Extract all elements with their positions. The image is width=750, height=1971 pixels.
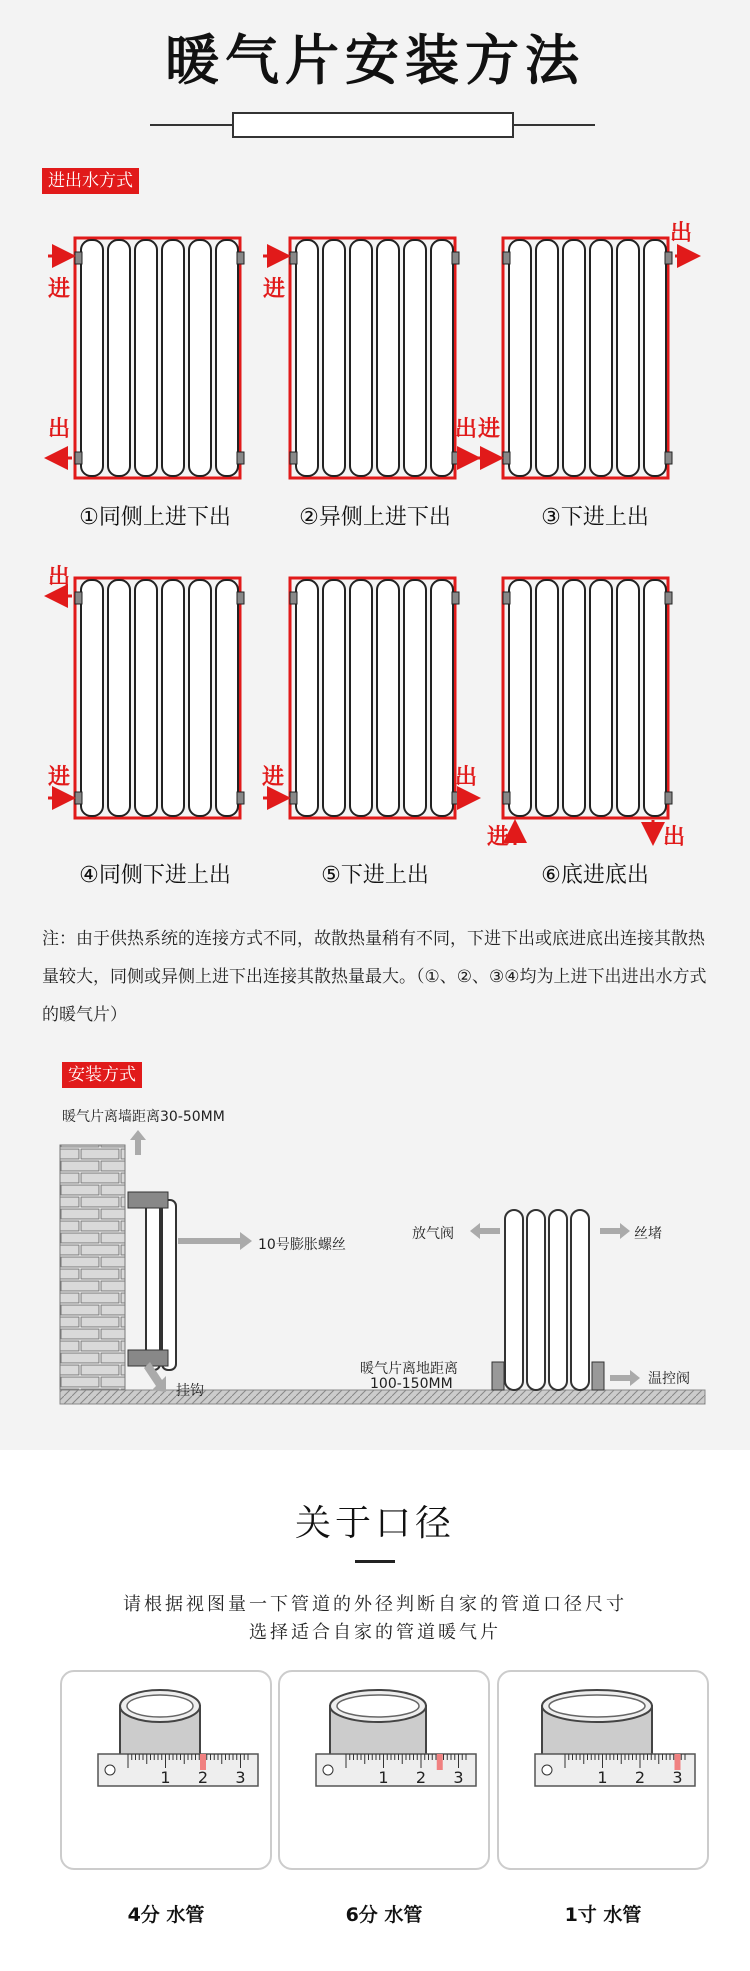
- ruler-hole: [105, 1765, 115, 1775]
- vent-label: 放气阀: [412, 1226, 454, 1242]
- label-out: 出: [670, 221, 693, 246]
- pipe-inner: [549, 1695, 645, 1717]
- ruler-hole: [542, 1765, 552, 1775]
- ruler-hole: [323, 1765, 333, 1775]
- label-out: 出: [455, 417, 478, 442]
- plug-label: 丝堵: [634, 1226, 662, 1242]
- label-in: 进: [262, 765, 285, 790]
- method-caption: ③下进上出: [541, 505, 649, 530]
- section-tag-install: 安装方式: [62, 1062, 142, 1088]
- floor-distance-label: 暖气片离地距离: [360, 1361, 458, 1377]
- ruler-tick-label: 3: [672, 1768, 683, 1787]
- method-caption: ⑤下进上出: [321, 863, 429, 888]
- hook-label: 挂钩: [176, 1383, 204, 1399]
- radiator-diagrams: [0, 220, 750, 860]
- note-text: 注：由于供热系统的连接方式不同，故散热量稍有不同，下进下出或底进底出连接其散热量较大，同侧或异侧上进下出连接其散热量最大。（①、②、③④均为上进下出进出水方式的暖气片）: [42, 929, 707, 1025]
- title-divider-box: [232, 112, 514, 138]
- section-tag-water-flow: 进出水方式: [42, 168, 139, 194]
- label-in: 进: [487, 825, 510, 850]
- pipe-inner: [337, 1695, 419, 1717]
- caliber-divider: [355, 1560, 395, 1563]
- ruler-tick-label: 2: [415, 1768, 427, 1787]
- ruler-tick-label: 3: [453, 1768, 464, 1787]
- label-in: 进: [478, 417, 501, 442]
- page-title: 暖气片安装方法: [165, 29, 585, 92]
- pipe-label: 4分 水管: [127, 1904, 205, 1926]
- method-caption: ④同侧下进上出: [79, 863, 231, 888]
- ruler-tick-label: 1: [597, 1768, 608, 1787]
- method-caption: ①同侧上进下出: [79, 505, 231, 530]
- label-out: 出: [455, 765, 478, 790]
- pipe-label: 1寸 水管: [564, 1904, 642, 1926]
- valve-label: 温控阀: [648, 1371, 690, 1387]
- label-in: 进: [48, 277, 71, 302]
- bolt-label: 10号膨胀螺丝: [258, 1237, 346, 1253]
- label-out: 出: [48, 565, 71, 590]
- ruler: [535, 1754, 695, 1786]
- label-in: 进: [263, 277, 286, 302]
- ruler: [316, 1754, 476, 1786]
- caliber-title: 关于口径: [294, 1503, 455, 1544]
- wall-distance-label: 暖气片离墙距离30-50MM: [62, 1109, 225, 1125]
- ruler: [98, 1754, 258, 1786]
- ruler-tick-label: 3: [235, 1768, 246, 1787]
- caliber-desc-1: 请根据视图量一下管道的外径判断自家的管道口径尺寸: [123, 1594, 627, 1615]
- method-caption: ⑥底进底出: [541, 863, 649, 888]
- ruler-tick-label: 2: [197, 1768, 209, 1787]
- ruler-tick-label: 2: [634, 1768, 646, 1787]
- floor-distance-value: 100-150MM: [370, 1376, 453, 1392]
- pipe-inner: [127, 1695, 193, 1717]
- method-caption: ②异侧上进下出: [299, 505, 451, 530]
- caliber-desc-2: 选择适合自家的管道暖气片: [249, 1622, 501, 1643]
- label-out: 出: [48, 417, 71, 442]
- ruler-tick-label: 1: [160, 1768, 171, 1787]
- label-in: 进: [48, 765, 71, 790]
- pipe-illustrations: [0, 1670, 750, 1870]
- ruler-mark: [437, 1754, 443, 1770]
- pipe-label: 6分 水管: [345, 1904, 423, 1926]
- ruler-tick-label: 1: [378, 1768, 389, 1787]
- label-out: 出: [663, 825, 686, 850]
